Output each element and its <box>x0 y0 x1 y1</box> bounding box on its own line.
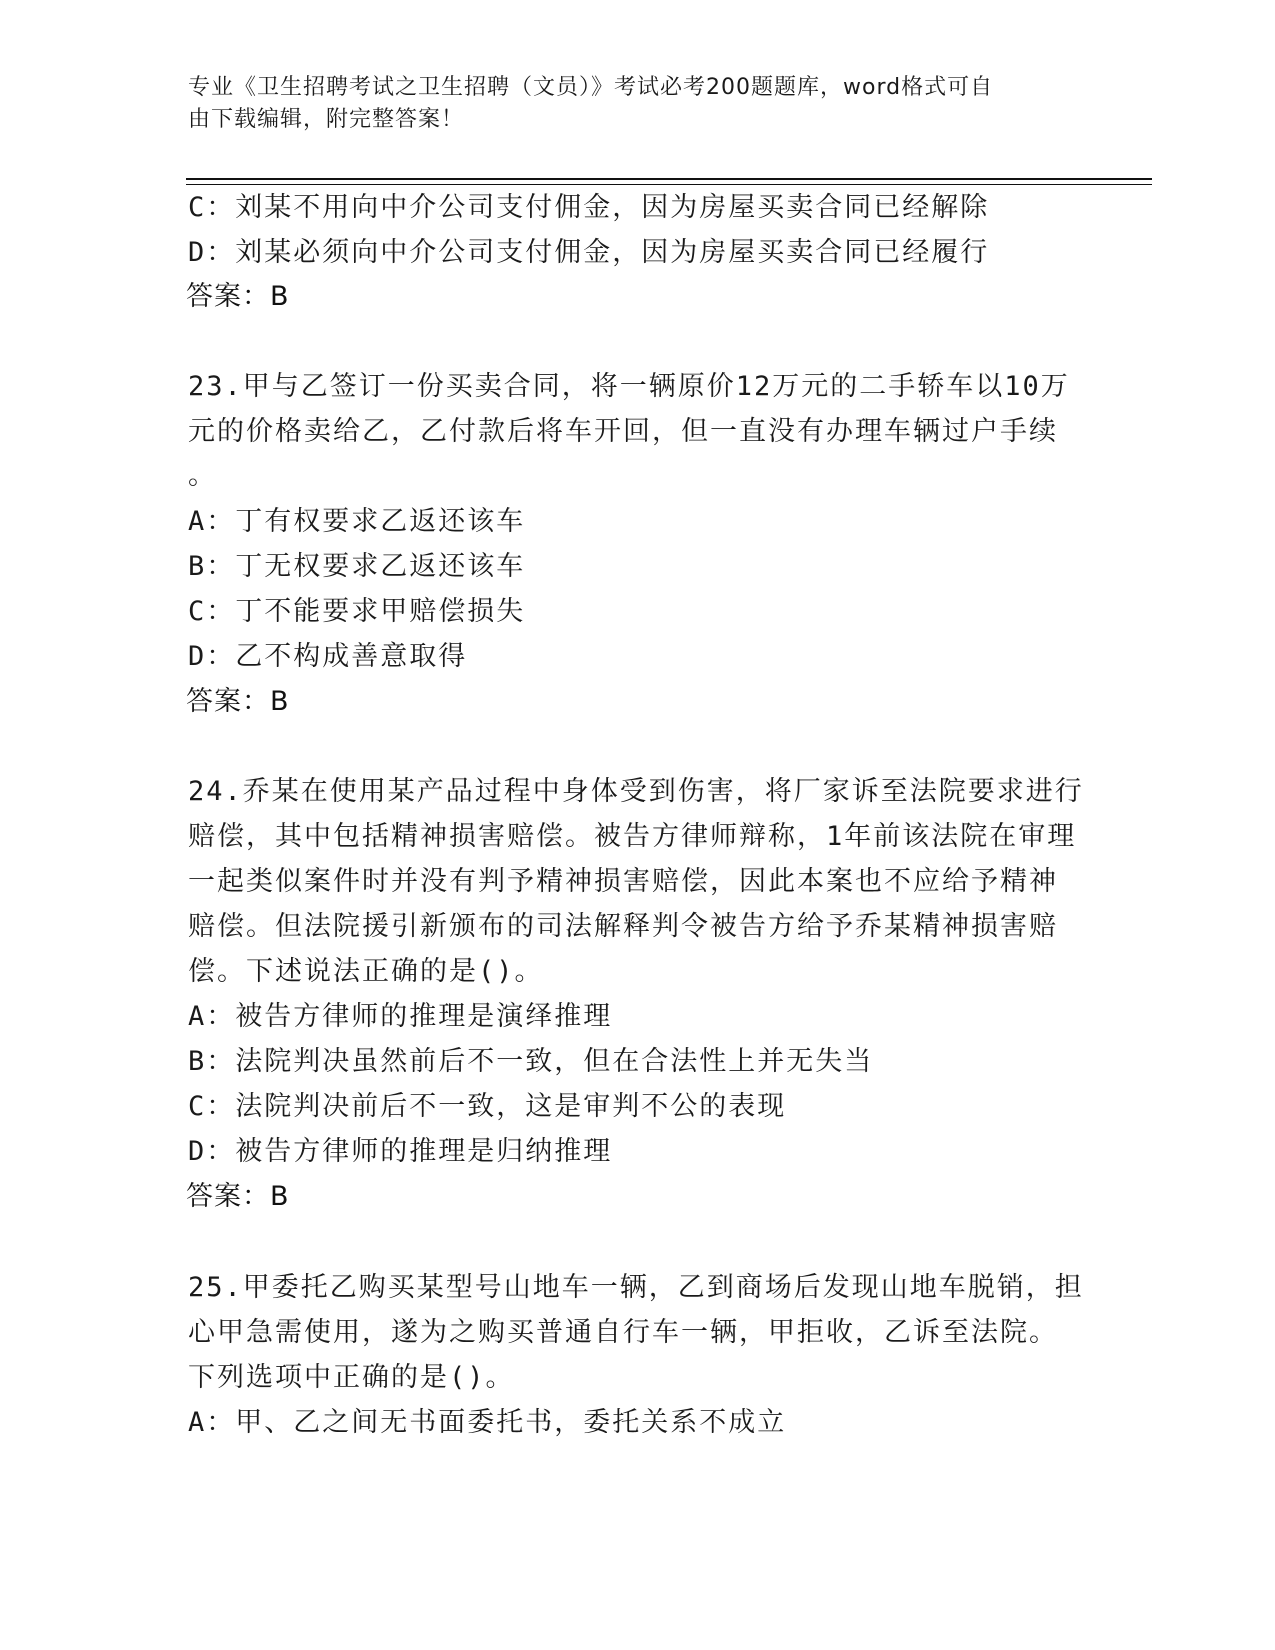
q24-stem-line-3: 一起类似案件时并没有判予精神损害赔偿，因此本案也不应给予精神 <box>188 866 1058 897</box>
q23-stem-line-3: 。 <box>188 460 217 491</box>
q23-answer: 答案：B <box>186 686 290 717</box>
q24-option-d: D：被告方律师的推理是归纳推理 <box>188 1136 613 1167</box>
q23-option-a: A：丁有权要求乙返还该车 <box>188 506 526 537</box>
q24-stem-line-1: 24.乔某在使用某产品过程中身体受到伤害，将厂家诉至法院要求进行 <box>188 776 1084 807</box>
q24-option-a: A：被告方律师的推理是演绎推理 <box>188 1001 613 1032</box>
q24-option-b: B：法院判决虽然前后不一致，但在合法性上并无失当 <box>188 1046 874 1077</box>
q23-option-c: C：丁不能要求甲赔偿损失 <box>188 596 526 627</box>
q23-stem-line-2: 元的价格卖给乙，乙付款后将车开回，但一直没有办理车辆过户手续 <box>188 416 1058 447</box>
q25-stem-line-2: 心甲急需使用，遂为之购买普通自行车一辆，甲拒收，乙诉至法院。 <box>188 1317 1058 1348</box>
q24-stem-line-4: 赔偿。但法院援引新颁布的司法解释判令被告方给予乔某精神损害赔 <box>188 911 1058 942</box>
document-header <box>188 72 1068 136</box>
header-divider-thin <box>186 184 1152 185</box>
q23-option-b: B：丁无权要求乙返还该车 <box>188 551 526 582</box>
q24-answer: 答案：B <box>186 1181 290 1212</box>
q23-option-d: D：乙不构成善意取得 <box>188 641 468 672</box>
header-line-2: 由下载编辑，附完整答案！ <box>188 107 465 132</box>
q24-stem-line-5: 偿。下述说法正确的是()。 <box>188 956 544 987</box>
q24-option-c: C：法院判决前后不一致，这是审判不公的表现 <box>188 1091 787 1122</box>
header-line-1: 专业《卫生招聘考试之卫生招聘（文员）》考试必考200题题库，word格式可自 <box>188 75 994 100</box>
header-divider-thick <box>186 178 1152 180</box>
q25-stem-line-3: 下列选项中正确的是()。 <box>188 1362 515 1393</box>
q25-stem-line-1: 25.甲委托乙购买某型号山地车一辆，乙到商场后发现山地车脱销，担 <box>188 1272 1084 1303</box>
prev-answer: 答案：B <box>186 281 290 312</box>
prev-option-c: C：刘某不用向中介公司支付佣金，因为房屋买卖合同已经解除 <box>188 192 990 223</box>
q24-stem-line-2: 赔偿，其中包括精神损害赔偿。被告方律师辩称，1年前该法院在审理 <box>188 821 1077 852</box>
q23-stem-line-1: 23.甲与乙签订一份买卖合同，将一辆原价12万元的二手轿车以10万 <box>188 371 1070 402</box>
q25-option-a: A：甲、乙之间无书面委托书，委托关系不成立 <box>188 1407 787 1438</box>
prev-option-d: D：刘某必须向中介公司支付佣金，因为房屋买卖合同已经履行 <box>188 237 990 268</box>
